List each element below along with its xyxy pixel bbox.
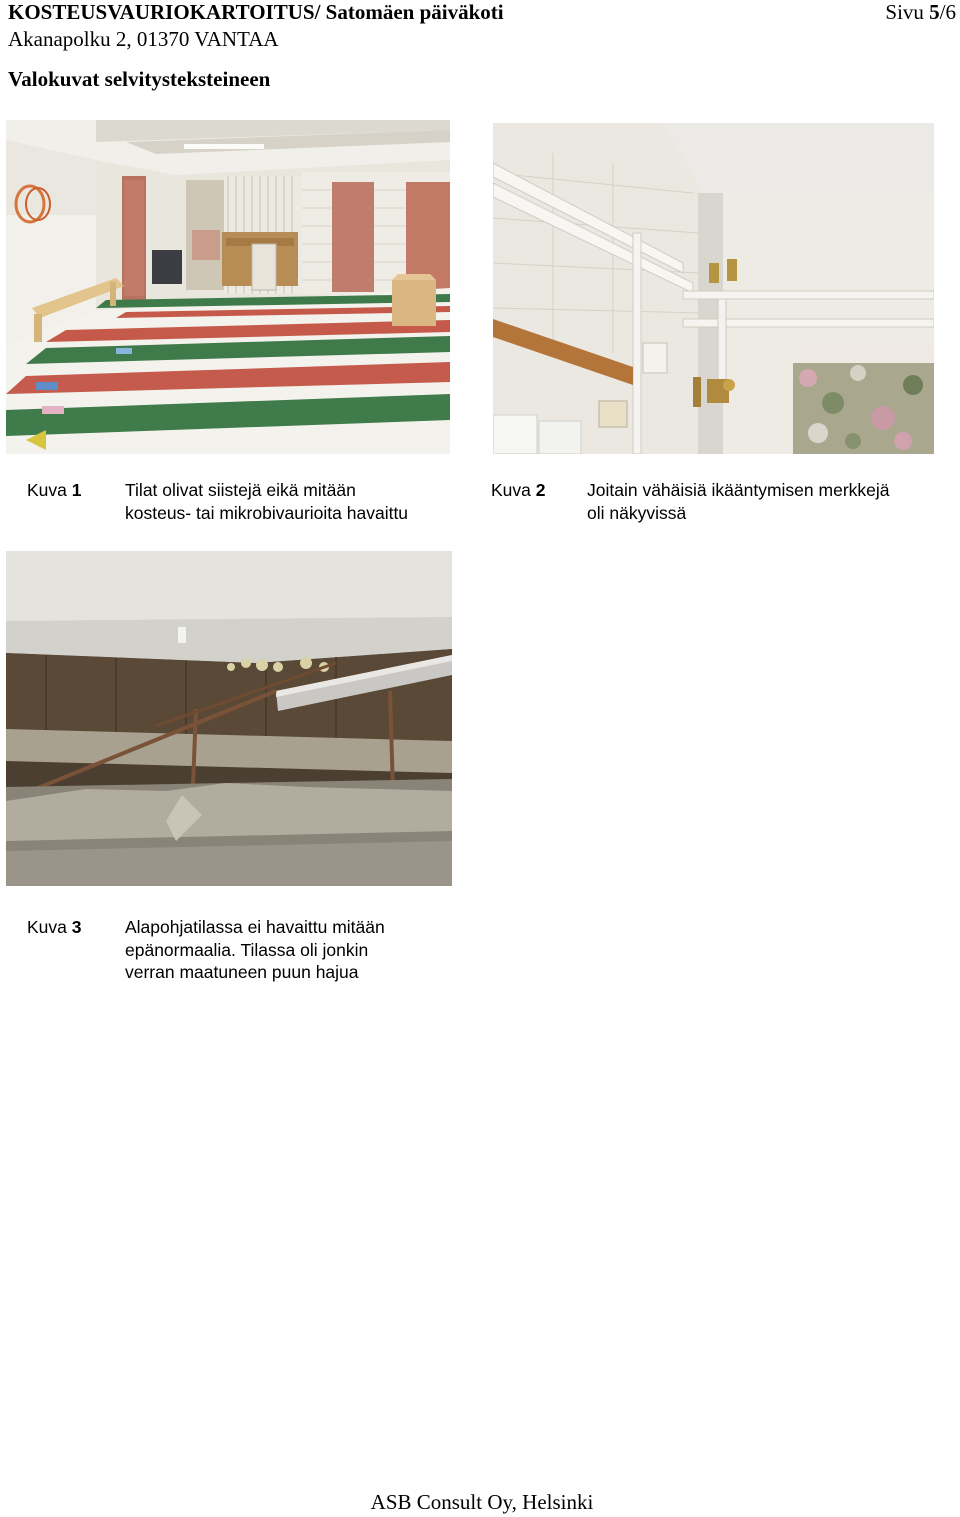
page-footer (0, 1490, 960, 1515)
page-label: Sivu (885, 0, 924, 24)
caption-3-line-3: verran maatuneen puun hajua (125, 962, 359, 982)
caption-2-label (491, 479, 546, 502)
caption-1-number: 1 (71, 480, 82, 500)
document-address: Akanapolku 2, 01370 VANTAA (8, 27, 279, 51)
caption-3-prefix: Kuva (27, 917, 67, 937)
document-title: KOSTEUSVAURIOKARTOITUS/ Satomäen päiväkoti (8, 0, 504, 24)
caption-2-text (587, 479, 890, 524)
caption-3-number: 3 (71, 917, 82, 937)
caption-1-line-1: Tilat olivat siistejä eikä mitään (125, 480, 356, 500)
caption-1-label (27, 479, 82, 502)
caption-3-label (27, 916, 82, 939)
caption-2-number: 2 (535, 480, 546, 500)
caption-2-line-1: Joitain vähäisiä ikääntymisen merkkejä (587, 480, 890, 500)
caption-2-line-2: oli näkyvissä (587, 502, 687, 523)
photo-1-corridor (6, 120, 450, 454)
page-indicator (885, 0, 956, 25)
caption-3-line-2: epänormaalia. Tilassa oli jonkin (125, 939, 369, 960)
section-heading: Valokuvat selvitysteksteineen (8, 67, 271, 91)
caption-2-prefix: Kuva (491, 480, 531, 500)
page-total: /6 (939, 0, 956, 24)
page-current: 5 (929, 0, 940, 24)
caption-1-prefix: Kuva (27, 480, 67, 500)
footer-company: ASB Consult Oy, Helsinki (370, 1490, 594, 1514)
photo-3-crawl-space (6, 551, 452, 886)
caption-3-line-1: Alapohjatilassa ei havaittu mitään (125, 917, 385, 937)
caption-1-text (125, 479, 408, 524)
caption-3-text (125, 916, 385, 984)
caption-1-line-2: kosteus- tai mikrobivaurioita havaittu (125, 502, 409, 523)
photo-2-pipes (493, 123, 934, 454)
